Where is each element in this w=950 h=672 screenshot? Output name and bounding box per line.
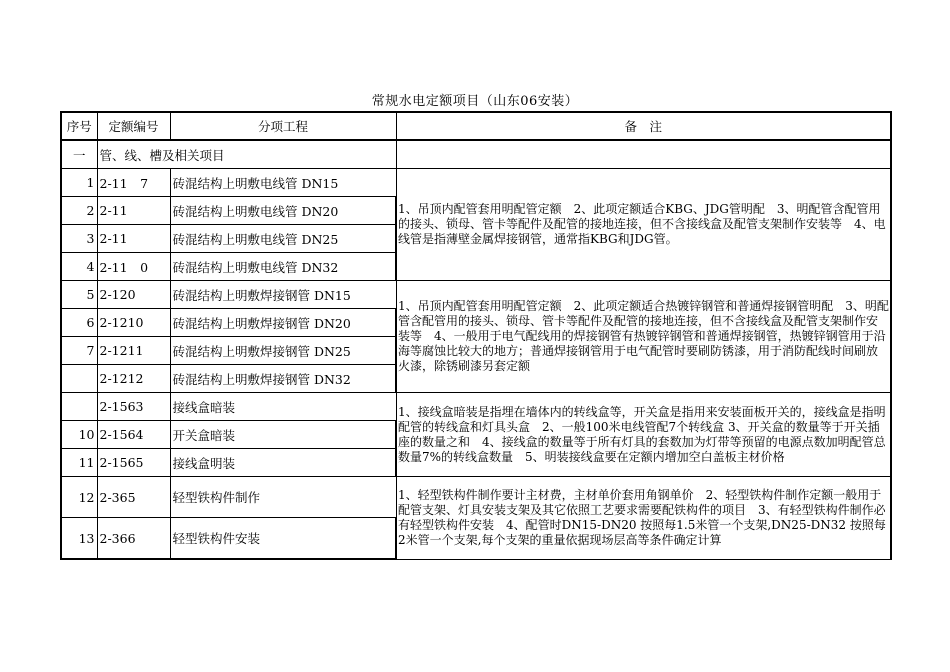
row-item: 接线盒暗装 <box>170 393 396 421</box>
header-code: 定额编号 <box>97 112 170 140</box>
row-code: 2-120 <box>97 281 170 309</box>
header-seq: 序号 <box>61 112 97 140</box>
row-seq <box>61 365 97 393</box>
row-seq: 1 <box>61 169 97 197</box>
row-seq <box>61 393 97 421</box>
row-item: 轻型铁构件制作 <box>170 477 396 518</box>
section-seq: 一 <box>61 140 97 169</box>
table-row <box>61 169 891 197</box>
row-code: 2-11 0 <box>97 253 170 281</box>
section-note <box>396 140 891 169</box>
row-item: 砖混结构上明敷焊接钢管 DN25 <box>170 337 396 365</box>
table-row <box>61 281 891 309</box>
row-seq: 2 <box>61 197 97 225</box>
row-code: 2-1210 <box>97 309 170 337</box>
quota-table <box>60 111 892 560</box>
row-code: 2-1212 <box>97 365 170 393</box>
table-header-row <box>61 112 891 140</box>
row-seq: 4 <box>61 253 97 281</box>
row-code: 2-1564 <box>97 421 170 449</box>
note-cell: 1、吊顶内配管套用明配管定额 2、此项定额适合KBG、JDG管明配 3、明配管含配管用的接头、锁母、管卡等配件及配管的接地连接，但不含接线盒及配管支架制作安装等 4、电线管是指薄壁金属焊接钢管，通常指KBG和JDG管。 <box>396 169 891 281</box>
row-item: 砖混结构上明敷电线管 DN15 <box>170 169 396 197</box>
page-title: 常规水电定额项目（山东06安装） <box>371 94 579 109</box>
row-code: 2-366 <box>97 518 170 560</box>
row-code: 2-1563 <box>97 393 170 421</box>
row-item: 砖混结构上明敷焊接钢管 DN15 <box>170 281 396 309</box>
note-cell: 1、轻型铁构件制作要计主材费，主材单价套用角钢单价 2、轻型铁构件制作定额一般用于配管支架、灯具安装支架及其它依照工艺要求需要配铁构件的项目 3、有轻型铁构件制作必有轻型铁构件安装 4、配管时DN15-DN20 按照每1.5米管一个支架,DN25-DN32 按照每2米管一个支架,每个支架的重量依据现场层高等条件确定计算 <box>396 477 891 560</box>
row-code: 2-1211 <box>97 337 170 365</box>
table-row <box>61 477 891 518</box>
row-seq: 3 <box>61 225 97 253</box>
row-code: 2-1565 <box>97 449 170 477</box>
row-seq: 10 <box>61 421 97 449</box>
row-item: 砖混结构上明敷焊接钢管 DN32 <box>170 365 396 393</box>
row-item: 开关盒暗装 <box>170 421 396 449</box>
row-seq: 13 <box>61 518 97 560</box>
section-row <box>61 140 891 169</box>
row-seq: 5 <box>61 281 97 309</box>
row-seq: 7 <box>61 337 97 365</box>
header-note: 备 注 <box>396 112 891 140</box>
row-seq: 12 <box>61 477 97 518</box>
header-item: 分项工程 <box>170 112 396 140</box>
row-seq: 11 <box>61 449 97 477</box>
table-row <box>61 393 891 421</box>
row-item: 砖混结构上明敷焊接钢管 DN20 <box>170 309 396 337</box>
row-code: 2-11 <box>97 197 170 225</box>
row-item: 轻型铁构件安装 <box>170 518 396 560</box>
row-item: 砖混结构上明敷电线管 DN20 <box>170 197 396 225</box>
row-code: 2-11 7 <box>97 169 170 197</box>
row-seq: 6 <box>61 309 97 337</box>
section-name: 管、线、槽及相关项目 <box>97 140 396 169</box>
row-item: 砖混结构上明敷电线管 DN32 <box>170 253 396 281</box>
note-cell: 1、接线盒暗装是指埋在墙体内的转线盒等，开关盒是指用来安装面板开关的，接线盒是指明配管的转线盒和灯具头盒 2、一般100米电线管配7个转线盒 3、开关盒的数量等于开关插座的数量之和 4、接线盒的数量等于所有灯具的套数加为灯带等预留的电源点数加明配管总数量7%的转线盒数量 5、明装接线盒要在定额内增加空白盖板主材价格 <box>396 393 891 477</box>
note-cell: 1、吊顶内配管套用明配管定额 2、此项定额适合热镀锌钢管和普通焊接钢管明配 3、明配管含配管用的接头、锁母、管卡等配件及配管的接地连接，但不含接线盒及配管支架制作安装等 4、一般用于电气配线用的焊接钢管有热镀锌钢管和普通焊接钢管，热镀锌钢管用于沿海等腐蚀比较大的地方；普通焊接钢管用于电气配管时要刷防锈漆，用于消防配线时间刷放火漆，除锈刷漆另套定额 <box>396 281 891 393</box>
row-item: 接线盒明装 <box>170 449 396 477</box>
row-item: 砖混结构上明敷电线管 DN25 <box>170 225 396 253</box>
row-code: 2-365 <box>97 477 170 518</box>
row-code: 2-11 <box>97 225 170 253</box>
